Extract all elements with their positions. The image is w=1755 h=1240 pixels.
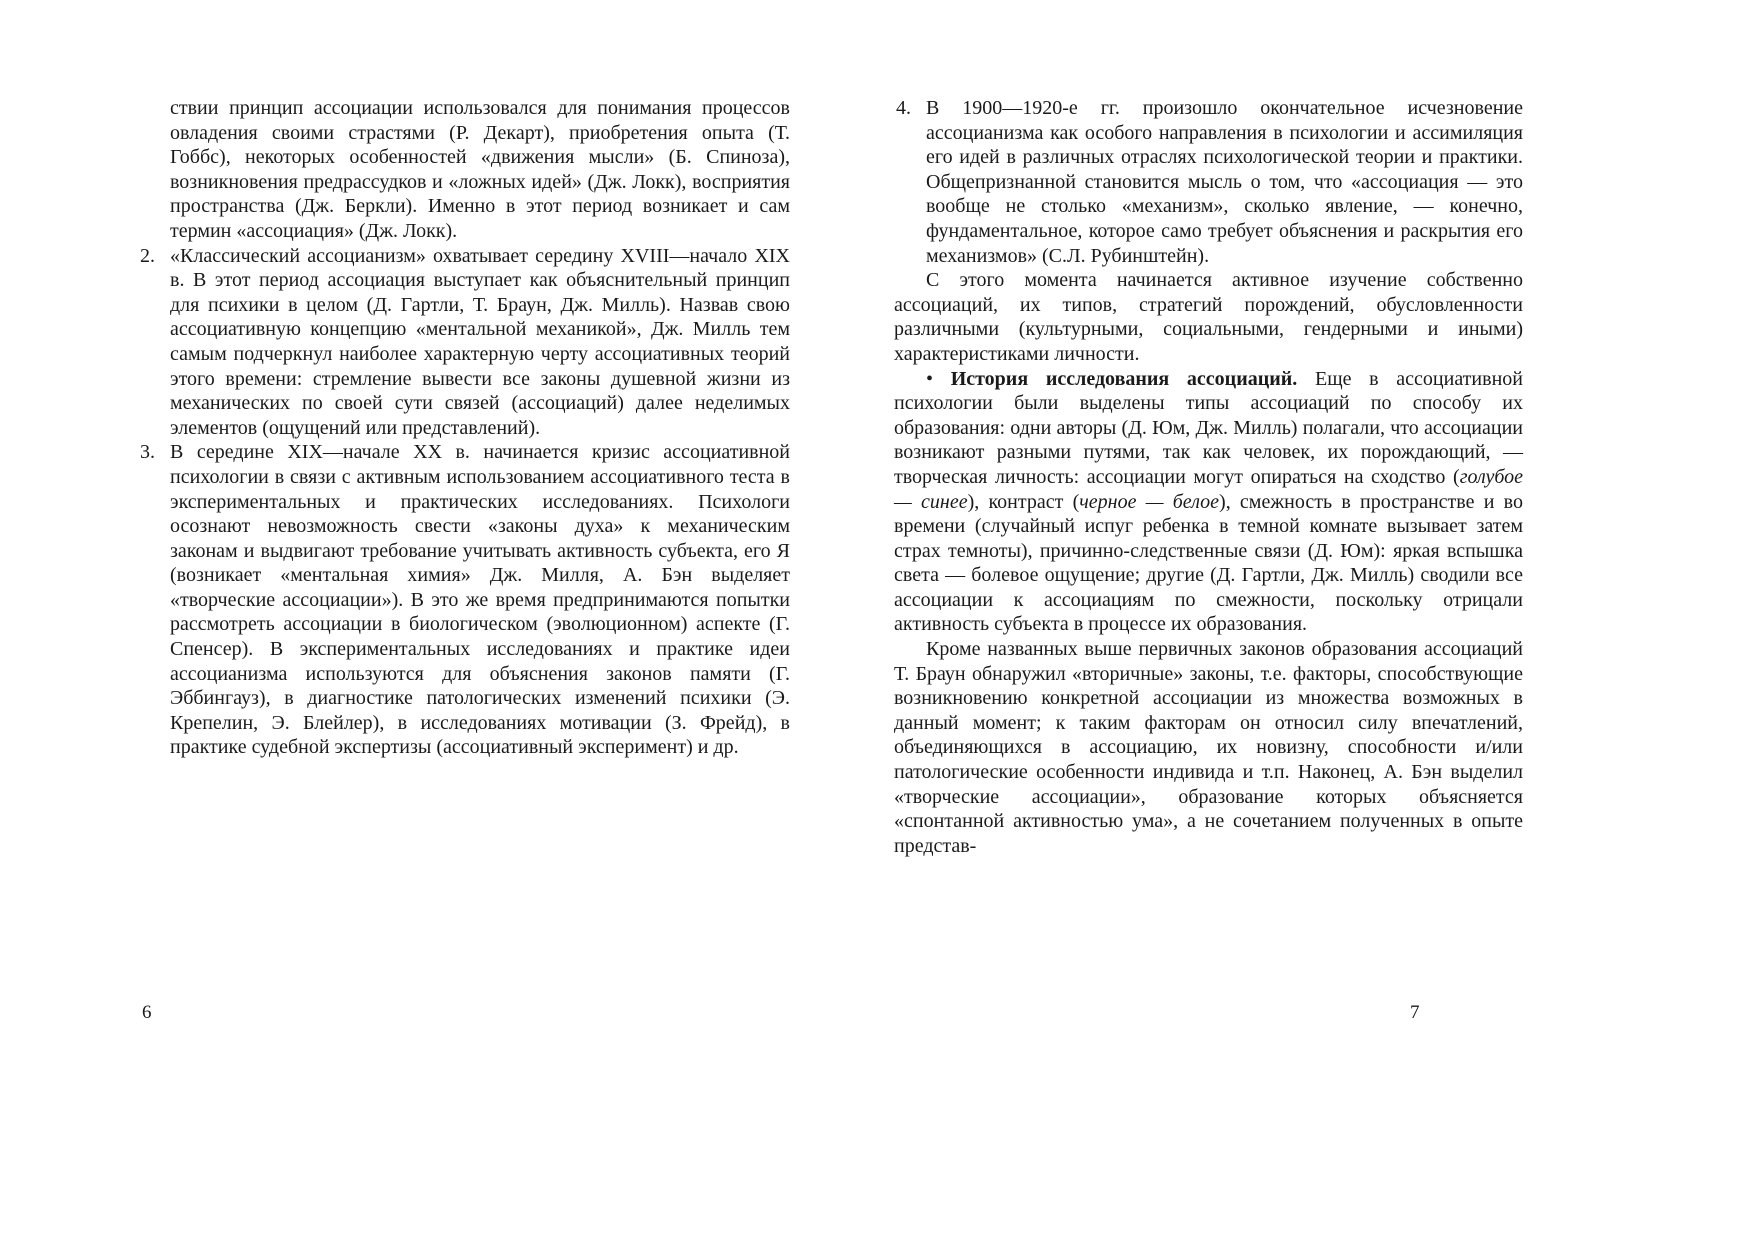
item-number: 3. — [140, 441, 155, 464]
text-segment: ), контраст ( — [967, 490, 1080, 513]
paragraph — [894, 268, 1523, 366]
item-number: 4. — [896, 97, 911, 119]
numbered-item — [138, 440, 790, 760]
paragraph — [894, 367, 1523, 638]
text-segment: В 1900—1920-е гг. произошло окончательное исчезновение ассоцианизма как особого направления в психологии и ассимиляция его идей в различных отраслях психологической теории и практики. Общепризнанной становится мысль о том, что «ассоциация — это вообще не столько «механизм», сколько явление, — конечно, фундаментальное, которое само требует объяснения и раскрытия его механизмов» (С.Л. Рубинштейн). — [926, 97, 1523, 267]
text-segment: голубое — синее — [894, 465, 1523, 513]
item-number: 2. — [140, 244, 155, 267]
text-segment: ствии принцип ассоциации использовался для понимания процессов овладения своими страстями (Р. Декарт), приобретения опыта (Т. Гоббс), некоторых особенностей «движения мысли» (Б. Спиноза), возникновения предрассудков и «ложных идей» (Дж. Локк), восприятия пространства (Дж. Беркли). Именно в этот период возникает и сам термин «ассоциация» (Дж. Локк). — [170, 97, 790, 242]
text-segment: Еще в ассоциативной психологии были выделены типы ассоциаций по способу их образования: одни авторы (Д. Юм, Дж. Милль) полагали, что ассоциации возникают разными путями, так как человек, их порождающий, — творческая личность: ассоциации могут опираться на сходство ( — [894, 367, 1523, 488]
text-segment: Кроме названных выше первичных законов образования ассоциаций Т. Браун обнаружил «вторичные» законы, т.е. факторы, способствующие возникновению конкретной ассоциации из множества возможных в данный момент; к таким факторам он относил силу впечатлений, объединяющихся в ассоциацию, их новизну, способности и/или патологические особенности индивида и т.п. Наконец, А. Бэн выделил «творческие ассоциации», образование которых объясняется «спонтанной активностью ума», а не сочетанием полученных в опыте представ- — [894, 638, 1523, 857]
text-segment: черное — белое — [1079, 490, 1220, 513]
text-segment: В середине XIX—начале XX в. начинается кризис ассоциативной психологии в связи с активным использованием ассоциативного теста в экспериментальных и практических исследованиях. Психологи осознают невозможность свести «законы духа» к механическим законам и выдвигают требование учитывать активность субъекта, его Я (возникает «ментальная химия» Дж. Милля, А. Бэн выделяет «творческие ассоциации»). В это же время предпринимаются попытки рассмотреть ассоциации в биологическом (эволюционном) аспекте (Г. Спенсер). В экспериментальных исследованиях и практике идеи ассоцианизма используются для объяснения законов памяти (Г. Эббингауз), в диагностике патологических изменений психики (Э. Крепелин, Э. Блейлер), в исследованиях мотивации (З. Фрейд), в практике судебной экспертизы (ассоциативный эксперимент) и др. — [170, 441, 790, 759]
numbered-item — [894, 96, 1523, 268]
paragraph — [894, 637, 1523, 858]
text-segment: С этого момента начинается активное изучение собственно ассоциаций, их типов, стратегий порождений, обусловленности различными (культурными, социальными, гендерными и иными) характеристиками личности. — [894, 269, 1523, 365]
text-segment: История исследования ассоциаций. — [950, 367, 1298, 390]
text-segment: «Классический ассоцианизм» охватывает середину XVIII—начало XIX в. В этот период ассоциация выступает как объяснительный принцип для психики в целом (Д. Гартли, Т. Браун, Дж. Милль). Назвав свою ассоциативную концепцию «ментальной механикой», Дж. Милль тем самым подчеркнул наиболее характерную черту ассоциативных теорий этого времени: стремление вывести все законы душевной жизни из механических по своей сути связей (ассоциаций) далее неделимых элементов (ощущений или представлений). — [170, 244, 790, 439]
bullet-marker: • — [926, 367, 951, 390]
right-page-text — [894, 96, 1523, 858]
page-number-left: 6 — [142, 1002, 152, 1023]
text-segment: ), смежность в пространстве и во времени (случайный испуг ребенка в темной комнате вызывает затем страх темноты), причинно-следственные связи (Д. Юм): яркая вспышка света — болевое ощущение; другие (Д. Гартли, Дж. Милль) сводили все ассоциации к ассоциациям по смежности, поскольку отрицали активность субъекта в процессе их образования. — [894, 490, 1523, 636]
page-number-right: 7 — [1410, 1002, 1420, 1023]
paragraph — [138, 96, 790, 244]
left-page-text — [138, 96, 790, 760]
numbered-item — [138, 244, 790, 441]
